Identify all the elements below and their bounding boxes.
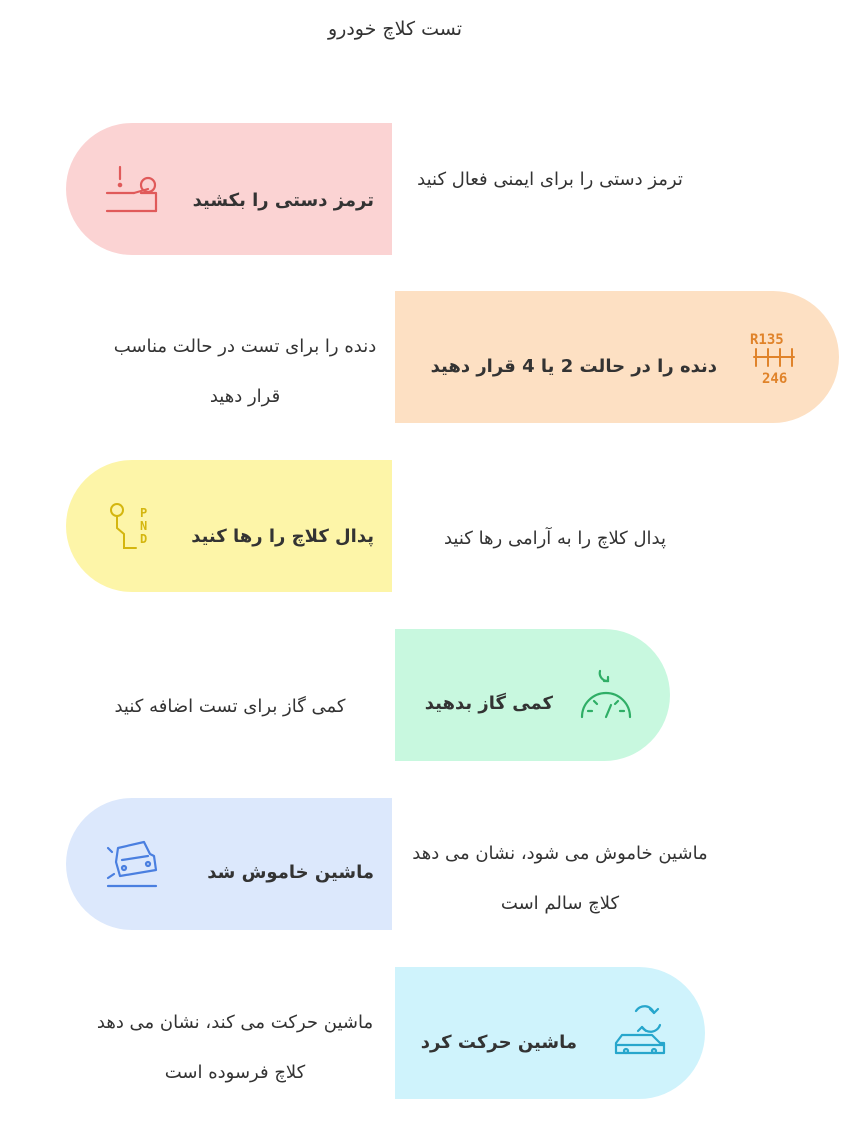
- step-1-label: ترمز دستی را بکشید: [192, 190, 374, 211]
- step-1-description: ترمز دستی را برای ایمنی فعال کنید: [417, 169, 683, 190]
- car-crash-icon: [104, 838, 162, 890]
- speedometer-icon: [578, 667, 634, 723]
- step-4-description: کمی گاز برای تست اضافه کنید: [114, 696, 346, 717]
- car-moving-icon: [610, 1005, 668, 1061]
- gear-shifter-icon: [748, 328, 808, 388]
- svg-text:246: 246: [762, 371, 788, 387]
- diagram-title: تست کلاچ خودرو: [328, 18, 462, 40]
- step-5-description: ماشین خاموش می شود، نشان می دهد کلاچ سالم است: [412, 843, 708, 914]
- svg-text:PND: P N D: [140, 506, 148, 546]
- handbrake-icon: [104, 163, 160, 215]
- step-4-label: کمی گاز بدهید: [424, 693, 553, 714]
- step-6-description: ماشین حرکت می کند، نشان می دهد کلاچ فرسوده است: [96, 1012, 374, 1083]
- step-6-label: ماشین حرکت کرد: [420, 1032, 577, 1053]
- step-3-label: پدال کلاچ را رها کنید: [191, 526, 374, 547]
- svg-text:R135: R135: [750, 332, 784, 348]
- step-3-description: پدال کلاچ را به آرامی رها کنید: [443, 528, 667, 549]
- step-5-label: ماشین خاموش شد: [207, 862, 374, 883]
- step-2-label: دنده را در حالت 2 یا 4 قرار دهید: [430, 356, 717, 377]
- step-2-description: دنده را برای تست در حالت مناسب قرار دهید: [113, 336, 377, 407]
- gear-selector-icon: [106, 502, 158, 554]
